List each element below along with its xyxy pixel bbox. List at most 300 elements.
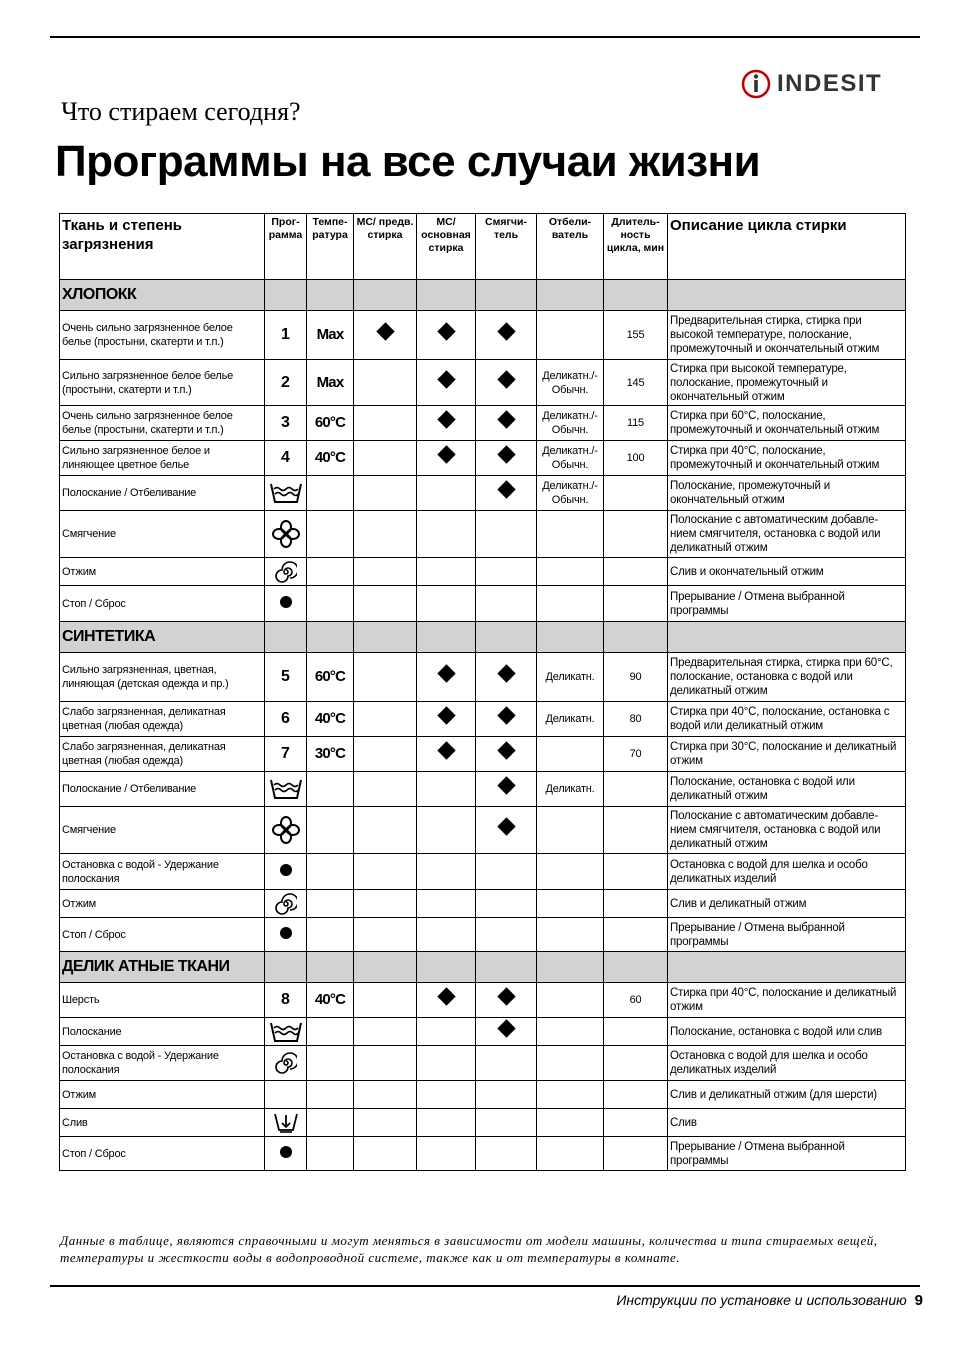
prewash-cell: [354, 918, 417, 952]
diamond-marker: [497, 664, 515, 682]
bleach-cell: [537, 918, 604, 952]
softener-flower-icon: [267, 816, 304, 844]
softener-cell: [476, 1109, 537, 1137]
fabric-cell: Шерсть: [60, 983, 265, 1018]
table-row: [60, 1081, 906, 1109]
dot-icon: [280, 1146, 292, 1158]
temperature-cell: [307, 854, 354, 890]
description-cell: Прерывание / Отмена выбранной программы: [668, 1137, 906, 1171]
program-cell: [265, 807, 307, 854]
prewash-cell: [354, 983, 417, 1018]
header-prewash: МС/ предв. стирка: [354, 214, 417, 280]
diamond-marker: [497, 322, 515, 340]
fabric-cell: Сильно загрязненная, цветная, линяющая (детская одежда и пр.): [60, 653, 265, 702]
prewash-cell: [354, 1018, 417, 1046]
section-empty-cell: [537, 280, 604, 311]
softener-cell: [476, 772, 537, 807]
section-empty-cell: [476, 622, 537, 653]
table-row: [60, 476, 906, 511]
program-cell: 5: [265, 653, 307, 702]
header-softener: Смягчи- тель: [476, 214, 537, 280]
section-header-row: [60, 952, 906, 983]
bleach-cell: [537, 511, 604, 558]
softener-cell: [476, 1081, 537, 1109]
duration-cell: [604, 1046, 668, 1081]
brand-name: INDESIT: [777, 70, 883, 97]
bleach-cell: [537, 737, 604, 772]
prewash-cell: [354, 511, 417, 558]
softener-flower-icon: [267, 520, 304, 548]
fabric-cell: Слабо загрязненная, деликатная цветная (любая одежда): [60, 702, 265, 737]
diamond-marker: [437, 706, 455, 724]
diamond-marker: [497, 776, 515, 794]
prewash-cell: [354, 441, 417, 476]
fabric-cell: Стоп / Сброс: [60, 586, 265, 622]
description-cell: Полоскание с автоматическим добавле- нием смягчителя, остановка с водой или деликатный отжим: [668, 807, 906, 854]
softener-cell: [476, 918, 537, 952]
section-empty-cell: [354, 280, 417, 311]
mainwash-cell: [417, 983, 476, 1018]
bleach-cell: [537, 807, 604, 854]
section-empty-cell: [537, 952, 604, 983]
section-header-row: [60, 622, 906, 653]
duration-cell: [604, 476, 668, 511]
description-cell: Слив и деликатный отжим: [668, 890, 906, 918]
duration-cell: 100: [604, 441, 668, 476]
mainwash-cell: [417, 476, 476, 511]
mainwash-cell: [417, 406, 476, 441]
duration-cell: 70: [604, 737, 668, 772]
duration-cell: [604, 586, 668, 622]
diamond-marker: [437, 664, 455, 682]
fabric-cell: Полоскание / Отбеливание: [60, 476, 265, 511]
mainwash-cell: [417, 558, 476, 586]
prewash-cell: [354, 1137, 417, 1171]
table-row: [60, 1046, 906, 1081]
diamond-marker: [437, 410, 455, 428]
table-row: [60, 807, 906, 854]
description-cell: Стирка при высокой температуре, полоскание, промежуточный и окончательный отжим: [668, 360, 906, 406]
softener-cell: [476, 702, 537, 737]
description-cell: Полоскание, остановка с водой или деликатный отжим: [668, 772, 906, 807]
duration-cell: [604, 1081, 668, 1109]
temperature-cell: [307, 772, 354, 807]
temperature-cell: [307, 1018, 354, 1046]
temperature-cell: 60°C: [307, 653, 354, 702]
rinse-icon: [267, 1020, 304, 1044]
temperature-cell: [307, 1046, 354, 1081]
description-cell: Полоскание, остановка с водой или слив: [668, 1018, 906, 1046]
program-cell: [265, 476, 307, 511]
mainwash-cell: [417, 1081, 476, 1109]
footer-text: Инструкции по установке и использованию: [616, 1292, 907, 1308]
program-cell: [265, 890, 307, 918]
section-empty-cell: [307, 952, 354, 983]
prewash-cell: [354, 558, 417, 586]
mainwash-cell: [417, 737, 476, 772]
mainwash-cell: [417, 918, 476, 952]
softener-cell: [476, 807, 537, 854]
softener-cell: [476, 311, 537, 360]
table-row: [60, 772, 906, 807]
temperature-cell: Max: [307, 311, 354, 360]
prewash-cell: [354, 476, 417, 511]
section-empty-cell: [417, 952, 476, 983]
table-row: [60, 406, 906, 441]
mainwash-cell: [417, 441, 476, 476]
fabric-cell: Остановка с водой - Удержание полоскания: [60, 854, 265, 890]
bleach-cell: [537, 1046, 604, 1081]
header-program: Прог- рамма: [265, 214, 307, 280]
fabric-cell: Смягчение: [60, 807, 265, 854]
diamond-marker: [437, 370, 455, 388]
softener-cell: [476, 1018, 537, 1046]
bleach-cell: Деликатн./- Обычн.: [537, 441, 604, 476]
description-cell: Прерывание / Отмена выбранной программы: [668, 586, 906, 622]
fabric-cell: Слив: [60, 1109, 265, 1137]
page-subtitle: Что стираем сегодня?: [61, 97, 301, 126]
temperature-cell: [307, 1109, 354, 1137]
section-empty-cell: [604, 280, 668, 311]
prewash-cell: [354, 1081, 417, 1109]
softener-cell: [476, 558, 537, 586]
section-header-row: [60, 280, 906, 311]
diamond-marker: [497, 706, 515, 724]
mainwash-cell: [417, 1018, 476, 1046]
prewash-cell: [354, 360, 417, 406]
softener-cell: [476, 653, 537, 702]
prewash-cell: [354, 890, 417, 918]
fabric-cell: Сильно загрязненное белое белье (простыни, скатерти и т.п.): [60, 360, 265, 406]
diamond-marker: [497, 817, 515, 835]
indesit-logo-icon: [741, 69, 771, 99]
diamond-marker: [437, 741, 455, 759]
prewash-cell: [354, 702, 417, 737]
header-temperature: Темпе- ратура: [307, 214, 354, 280]
duration-cell: [604, 511, 668, 558]
description-cell: Стирка при 40°C, полоскание, промежуточный и окончательный отжим: [668, 441, 906, 476]
temperature-cell: [307, 890, 354, 918]
bleach-cell: Деликатн./- Обычн.: [537, 360, 604, 406]
softener-cell: [476, 983, 537, 1018]
bleach-cell: [537, 1081, 604, 1109]
section-empty-cell: [307, 280, 354, 311]
table-row: [60, 737, 906, 772]
softener-cell: [476, 890, 537, 918]
mainwash-cell: [417, 890, 476, 918]
dot-icon: [280, 864, 292, 876]
program-cell: [265, 558, 307, 586]
description-cell: Предварительная стирка, стирка при 60°C, полоскание, остановка с водой или деликатный отжим: [668, 653, 906, 702]
program-cell: [265, 1018, 307, 1046]
table-row: [60, 854, 906, 890]
bleach-cell: [537, 983, 604, 1018]
bleach-cell: [537, 311, 604, 360]
header-fabric: Ткань и степень загрязнения: [60, 214, 265, 280]
spin-icon: [267, 1052, 304, 1074]
table-row: [60, 441, 906, 476]
duration-cell: [604, 890, 668, 918]
header-duration: Длитель- ность цикла, мин: [604, 214, 668, 280]
mainwash-cell: [417, 1046, 476, 1081]
rinse-icon: [267, 777, 304, 801]
diamond-marker: [497, 410, 515, 428]
bleach-cell: [537, 586, 604, 622]
duration-cell: 80: [604, 702, 668, 737]
rinse-icon: [267, 481, 304, 505]
softener-cell: [476, 737, 537, 772]
section-empty-cell: [265, 280, 307, 311]
prewash-cell: [354, 586, 417, 622]
description-cell: Стирка при 40°C, полоскание, остановка с водой или деликатный отжим: [668, 702, 906, 737]
description-cell: Стирка при 30°C, полоскание и деликатный отжим: [668, 737, 906, 772]
description-cell: Прерывание / Отмена выбранной программы: [668, 918, 906, 952]
temperature-cell: [307, 586, 354, 622]
bleach-cell: [537, 854, 604, 890]
fabric-cell: Стоп / Сброс: [60, 918, 265, 952]
duration-cell: [604, 772, 668, 807]
section-empty-cell: [417, 622, 476, 653]
temperature-cell: 40°C: [307, 983, 354, 1018]
prewash-cell: [354, 737, 417, 772]
description-cell: Предварительная стирка, стирка при высокой температуре, полоскание, промежуточный и окончательный отжим: [668, 311, 906, 360]
table-row: [60, 918, 906, 952]
fabric-cell: Отжим: [60, 1081, 265, 1109]
section-empty-cell: [537, 622, 604, 653]
fabric-cell: Отжим: [60, 558, 265, 586]
softener-cell: [476, 586, 537, 622]
duration-cell: [604, 1137, 668, 1171]
footnote: Данные в таблице, являются справочными и могут меняться в зависимости от модели машины, количества и типа стираемых вещей, температуры и жесткости воды в водопроводной системе, также как и от температуры в комнате.: [60, 1233, 878, 1265]
header-description: Описание цикла стирки: [668, 214, 906, 280]
softener-cell: [476, 511, 537, 558]
mainwash-cell: [417, 772, 476, 807]
fabric-cell: Очень сильно загрязненное белое белье (простыни, скатерти и т.п.): [60, 406, 265, 441]
temperature-cell: [307, 511, 354, 558]
section-empty-cell: [668, 280, 906, 311]
table-row: [60, 702, 906, 737]
temperature-cell: [307, 807, 354, 854]
duration-cell: 115: [604, 406, 668, 441]
fabric-cell: Очень сильно загрязненное белое белье (простыни, скатерти и т.п.): [60, 311, 265, 360]
softener-cell: [476, 854, 537, 890]
diamond-marker: [497, 987, 515, 1005]
program-cell: [265, 854, 307, 890]
table-row: [60, 1018, 906, 1046]
program-cell: 1: [265, 311, 307, 360]
bleach-cell: [537, 1109, 604, 1137]
softener-cell: [476, 406, 537, 441]
diamond-marker: [497, 480, 515, 498]
table-row: [60, 311, 906, 360]
diamond-marker: [437, 445, 455, 463]
header-mainwash: МС/ основная стирка: [417, 214, 476, 280]
header-bleach: Отбели- ватель: [537, 214, 604, 280]
softener-cell: [476, 360, 537, 406]
softener-cell: [476, 1046, 537, 1081]
prewash-cell: [354, 653, 417, 702]
mainwash-cell: [417, 511, 476, 558]
fabric-cell: Полоскание / Отбеливание: [60, 772, 265, 807]
mainwash-cell: [417, 1137, 476, 1171]
top-rule: [50, 36, 920, 38]
bottom-rule: [50, 1285, 920, 1287]
brand-logo: [741, 66, 911, 102]
program-cell: 2: [265, 360, 307, 406]
table-row: [60, 558, 906, 586]
programs-table: [59, 213, 906, 1171]
section-empty-cell: [476, 280, 537, 311]
mainwash-cell: [417, 854, 476, 890]
diamond-marker: [497, 370, 515, 388]
section-title: СИНТЕТИКА: [60, 622, 265, 653]
table-row: [60, 1109, 906, 1137]
mainwash-cell: [417, 807, 476, 854]
duration-cell: [604, 807, 668, 854]
table-row: [60, 360, 906, 406]
description-cell: Слив: [668, 1109, 906, 1137]
bleach-cell: [537, 1137, 604, 1171]
prewash-cell: [354, 807, 417, 854]
duration-cell: 60: [604, 983, 668, 1018]
spin-icon: [267, 561, 304, 583]
section-empty-cell: [604, 622, 668, 653]
program-cell: 8: [265, 983, 307, 1018]
diamond-marker: [437, 322, 455, 340]
program-cell: [265, 772, 307, 807]
fabric-cell: Стоп / Сброс: [60, 1137, 265, 1171]
program-cell: 7: [265, 737, 307, 772]
temperature-cell: [307, 918, 354, 952]
section-title: ДЕЛИК АТНЫЕ ТКАНИ: [60, 952, 265, 983]
diamond-marker: [497, 1019, 515, 1037]
program-cell: [265, 1109, 307, 1137]
dot-icon: [280, 927, 292, 939]
temperature-cell: Max: [307, 360, 354, 406]
section-empty-cell: [354, 622, 417, 653]
fabric-cell: Сильно загрязненное белое и линяющее цветное белье: [60, 441, 265, 476]
softener-cell: [476, 441, 537, 476]
mainwash-cell: [417, 1109, 476, 1137]
table-row: [60, 1137, 906, 1171]
section-empty-cell: [265, 622, 307, 653]
table-header-row: [60, 214, 906, 280]
fabric-cell: Отжим: [60, 890, 265, 918]
table-row: [60, 511, 906, 558]
bleach-cell: Деликатн.: [537, 772, 604, 807]
description-cell: Полоскание с автоматическим добавле- нием смягчителя, остановка с водой или деликатный отжим: [668, 511, 906, 558]
temperature-cell: [307, 1137, 354, 1171]
temperature-cell: 60°C: [307, 406, 354, 441]
fabric-cell: Полоскание: [60, 1018, 265, 1046]
duration-cell: [604, 1109, 668, 1137]
section-empty-cell: [668, 622, 906, 653]
description-cell: Слив и деликатный отжим (для шерсти): [668, 1081, 906, 1109]
section-empty-cell: [668, 952, 906, 983]
temperature-cell: 30°C: [307, 737, 354, 772]
program-cell: [265, 1081, 307, 1109]
mainwash-cell: [417, 360, 476, 406]
spin-icon: [267, 893, 304, 915]
diamond-marker: [497, 741, 515, 759]
softener-cell: [476, 476, 537, 511]
program-cell: 6: [265, 702, 307, 737]
description-cell: Остановка с водой для шелка и особо деликатных изделий: [668, 1046, 906, 1081]
description-cell: Стирка при 40°C, полоскание и деликатный отжим: [668, 983, 906, 1018]
temperature-cell: 40°C: [307, 441, 354, 476]
page-footer: [616, 1292, 923, 1309]
prewash-cell: [354, 772, 417, 807]
page-title: Программы на все случаи жизни: [55, 137, 761, 186]
mainwash-cell: [417, 586, 476, 622]
table-row: [60, 890, 906, 918]
duration-cell: [604, 1018, 668, 1046]
prewash-cell: [354, 311, 417, 360]
description-cell: Остановка с водой для шелка и особо деликатных изделий: [668, 854, 906, 890]
bleach-cell: Деликатн./- Обычн.: [537, 406, 604, 441]
diamond-marker: [437, 987, 455, 1005]
duration-cell: 155: [604, 311, 668, 360]
section-empty-cell: [307, 622, 354, 653]
description-cell: Слив и окончательный отжим: [668, 558, 906, 586]
mainwash-cell: [417, 311, 476, 360]
fabric-cell: Смягчение: [60, 511, 265, 558]
section-title: ХЛОПОКК: [60, 280, 265, 311]
table-row: [60, 983, 906, 1018]
temperature-cell: [307, 476, 354, 511]
section-empty-cell: [476, 952, 537, 983]
bleach-cell: Деликатн./- Обычн.: [537, 476, 604, 511]
table-row: [60, 653, 906, 702]
prewash-cell: [354, 406, 417, 441]
prewash-cell: [354, 1109, 417, 1137]
duration-cell: 145: [604, 360, 668, 406]
bleach-cell: [537, 890, 604, 918]
drain-icon: [267, 1112, 304, 1134]
duration-cell: [604, 854, 668, 890]
program-cell: [265, 1046, 307, 1081]
page-number: 9: [914, 1292, 923, 1309]
dot-icon: [280, 596, 292, 608]
program-cell: [265, 586, 307, 622]
bleach-cell: [537, 558, 604, 586]
section-empty-cell: [417, 280, 476, 311]
mainwash-cell: [417, 702, 476, 737]
mainwash-cell: [417, 653, 476, 702]
program-cell: [265, 918, 307, 952]
section-empty-cell: [265, 952, 307, 983]
duration-cell: [604, 918, 668, 952]
fabric-cell: Слабо загрязненная, деликатная цветная (любая одежда): [60, 737, 265, 772]
prewash-cell: [354, 1046, 417, 1081]
section-empty-cell: [354, 952, 417, 983]
description-cell: Стирка при 60°C, полоскание, промежуточный и окончательный отжим: [668, 406, 906, 441]
section-empty-cell: [604, 952, 668, 983]
temperature-cell: 40°C: [307, 702, 354, 737]
description-cell: Полоскание, промежуточный и окончательный отжим: [668, 476, 906, 511]
fabric-cell: Остановка с водой - Удержание полоскания: [60, 1046, 265, 1081]
softener-cell: [476, 1137, 537, 1171]
program-cell: [265, 511, 307, 558]
program-cell: [265, 1137, 307, 1171]
temperature-cell: [307, 1081, 354, 1109]
bleach-cell: Деликатн.: [537, 653, 604, 702]
duration-cell: [604, 558, 668, 586]
diamond-marker: [376, 322, 394, 340]
prewash-cell: [354, 854, 417, 890]
temperature-cell: [307, 558, 354, 586]
diamond-marker: [497, 445, 515, 463]
